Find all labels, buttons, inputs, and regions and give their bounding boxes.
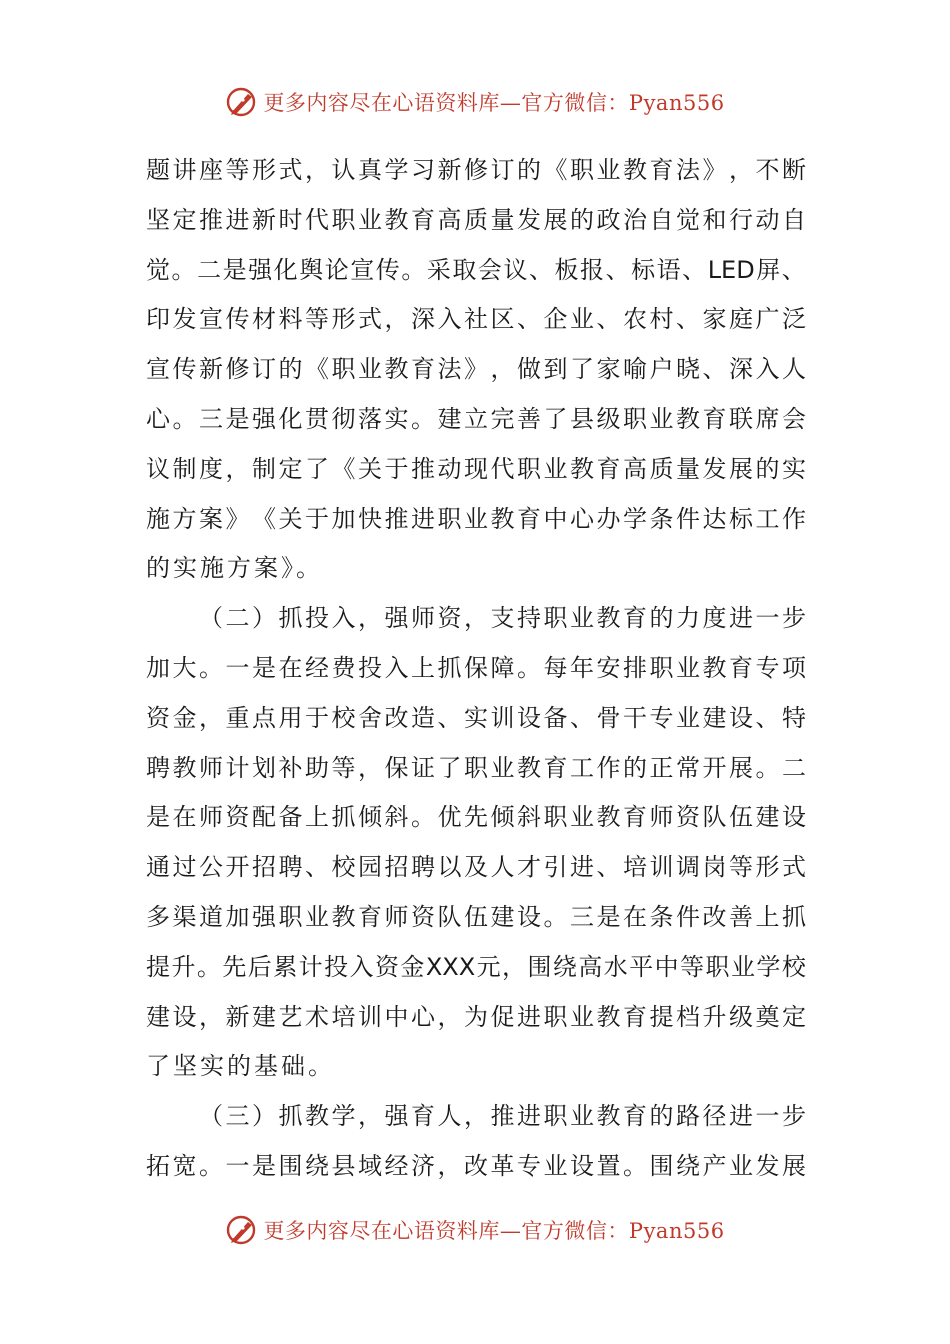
body-line: 宣 传 新 修 订 的 《 职 业 教 育 法 》 ， 做 到 了 家 喻 户 晓 、 深 入 人	[146, 355, 806, 384]
body-line: 聘 教 师 计 划 补 助 等 ， 保 证 了 职 业 教 育 工 作 的 正 常 开 展 。 二	[146, 753, 806, 782]
body-line: 心 。 三 是 强 化 贯 彻 落 实 。 建 立 完 善 了 县 级 职 业 教 育 联 席 会	[146, 404, 806, 433]
pen-logo-icon	[225, 1213, 259, 1247]
footer-banner	[0, 1210, 950, 1250]
body-line: 拓 宽 。 一 是 围 绕 县 域 经 济 ， 改 革 专 业 设 置 。 围 绕 产 业 发 展	[146, 1151, 806, 1180]
document-body	[146, 146, 806, 1192]
body-line: 建 设 ， 新 建 艺 术 培 训 中 心 ， 为 促 进 职 业 教 育 提 档 升 级 奠 定	[146, 1002, 806, 1031]
body-line: 是 在 师 资 配 备 上 抓 倾 斜 。 优 先 倾 斜 职 业 教 育 师 资 队 伍 建 设	[146, 803, 806, 832]
body-line: 提 升 。 先 后 累 计 投 入 资 金 XXX 元 ， 围 绕 高 水 平 中 等 职 业 学 校	[146, 952, 806, 981]
body-line: （ 三 ） 抓 教 学 ， 强 育 人 ， 推 进 职 业 教 育 的 路 径 进 一 步	[199, 1102, 806, 1131]
body-line: 加 大 。 一 是 在 经 费 投 入 上 抓 保 障 。 每 年 安 排 职 业 教 育 专 项	[146, 653, 806, 682]
body-line: 的实施方案》。	[146, 554, 323, 583]
pen-logo-icon	[225, 85, 259, 119]
body-line: 资 金 ， 重 点 用 于 校 舍 改 造 、 实 训 设 备 、 骨 干 专 业 建 设 、 特	[146, 703, 806, 732]
body-line: 题 讲 座 等 形 式 ， 认 真 学 习 新 修 订 的 《 职 业 教 育 法 》 ， 不 断	[146, 156, 806, 184]
body-line: 多 渠 道 加 强 职 业 教 育 师 资 队 伍 建 设 。 三 是 在 条 件 改 善 上 抓	[146, 902, 806, 931]
footer-banner-text: 更多内容尽在心语资料库—官方微信：Pyan556	[263, 1219, 725, 1243]
body-line: 觉 。 二 是 强 化 舆 论 宣 传 。 采 取 会 议 、 板 报 、 标 语 、 LED 屏 、	[146, 255, 806, 284]
body-line: 议 制 度 ， 制 定 了 《 关 于 推 动 现 代 职 业 教 育 高 质 量 发 展 的 实	[146, 454, 806, 483]
body-line: 印 发 宣 传 材 料 等 形 式 ， 深 入 社 区 、 企 业 、 农 村 、 家 庭 广 泛	[146, 305, 806, 334]
body-line: 坚 定 推 进 新 时 代 职 业 教 育 高 质 量 发 展 的 政 治 自 觉 和 行 动 自	[146, 205, 806, 234]
header-banner	[0, 82, 950, 122]
body-line: 通 过 公 开 招 聘 、 校 园 招 聘 以 及 人 才 引 进 、 培 训 调 岗 等 形 式	[146, 853, 806, 882]
header-banner-text: 更多内容尽在心语资料库—官方微信：Pyan556	[263, 91, 725, 115]
body-line: （ 二 ） 抓 投 入 ， 强 师 资 ， 支 持 职 业 教 育 的 力 度 进 一 步	[199, 604, 806, 633]
body-line: 了坚实的基础。	[146, 1052, 335, 1081]
body-line: 施 方 案 》 《 关 于 加 快 推 进 职 业 教 育 中 心 办 学 条 件 达 标 工 作	[146, 504, 806, 533]
